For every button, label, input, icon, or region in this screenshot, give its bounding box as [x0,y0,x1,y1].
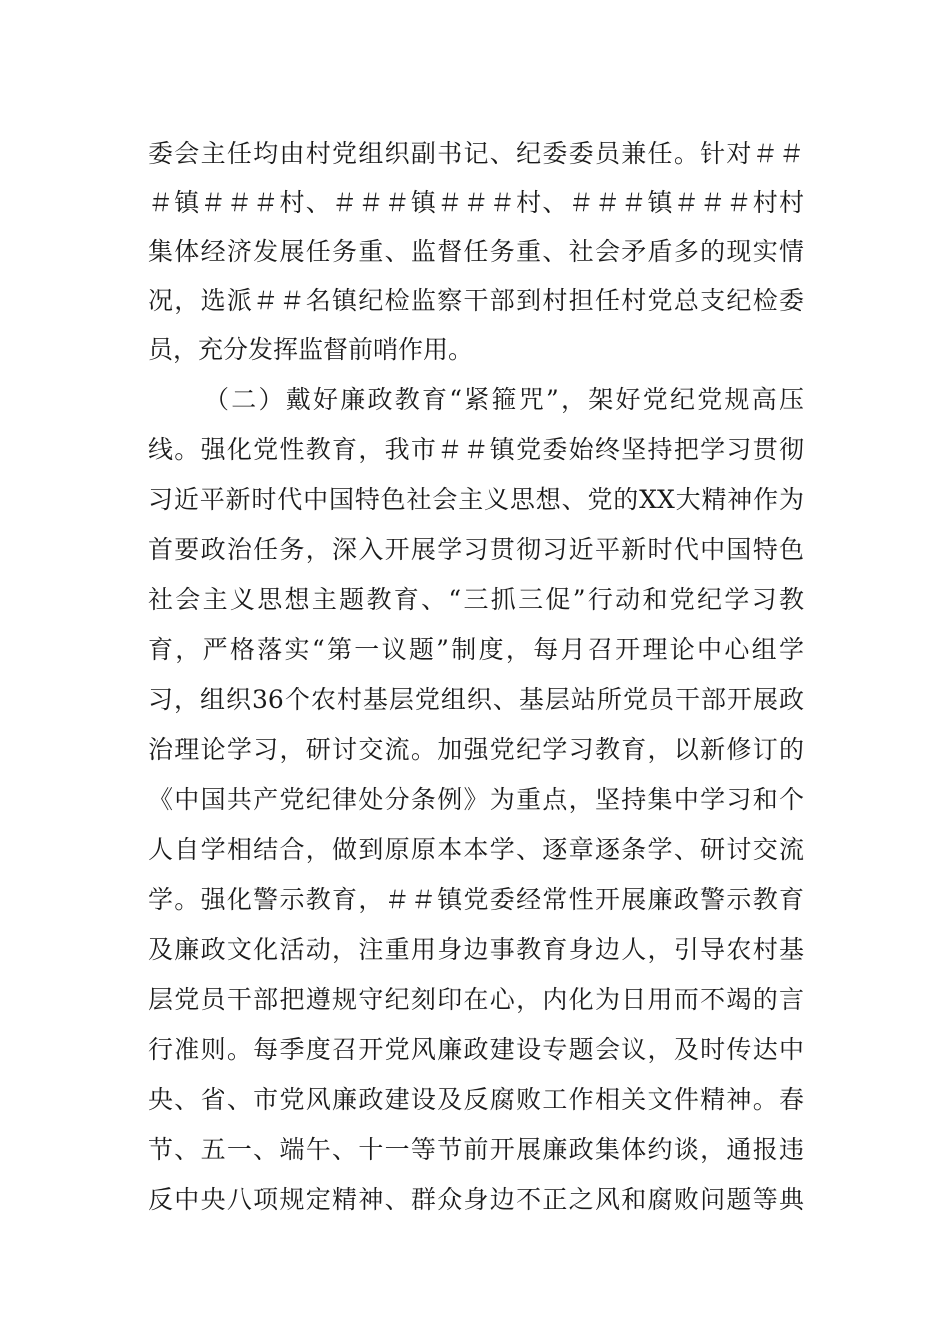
text-line: 学。强化警示教育，＃＃镇党委经常性开展廉政警示教育 [148,885,804,914]
text-line: 治理论学习，研讨交流。加强党纪学习教育，以新修订的 [148,735,804,764]
text-line: 育，严格落实“第一议题”制度，每月召开理论中心组学 [148,635,804,664]
text-line: 线。强化党性教育，我市＃＃镇党委始终坚持把学习贯彻 [148,435,804,464]
text-line: 层党员干部把遵规守纪刻印在心，内化为日用而不竭的言 [148,985,804,1014]
text-line: 人自学相结合，做到原原本本学、逐章逐条学、研讨交流 [148,835,804,864]
text-line: 委会主任均由村党组织副书记、纪委委员兼任。针对＃＃ [148,139,804,168]
text-line: 行准则。每季度召开党风廉政建设专题会议，及时传达中 [148,1035,804,1064]
text-line: 习近平新时代中国特色社会主义思想、党的XX大精神作为 [148,485,804,514]
text-line: 习，组织36个农村基层党组织、基层站所党员干部开展政 [148,685,804,714]
text-line: 央、省、市党风廉政建设及反腐败工作相关文件精神。春 [148,1085,804,1114]
text-line: 集体经济发展任务重、监督任务重、社会矛盾多的现实情 [148,237,804,266]
text-line: 节、五一、端午、十一等节前开展廉政集体约谈，通报违 [148,1135,804,1164]
text-line: 首要政治任务，深入开展学习贯彻习近平新时代中国特色 [148,535,804,564]
text-line: 及廉政文化活动，注重用身边事教育身边人，引导农村基 [148,935,804,964]
text-line: 反中央八项规定精神、群众身边不正之风和腐败问题等典 [148,1185,804,1214]
section-heading-line: （二）戴好廉政教育“紧箍咒”，架好党纪党规高压 [204,385,804,414]
text-line: 社会主义思想主题教育、“三抓三促”行动和党纪学习教 [148,585,804,614]
text-line: 况，选派＃＃名镇纪检监察干部到村担任村党总支纪检委 [148,286,804,315]
text-line: ＃镇＃＃＃村、＃＃＃镇＃＃＃村、＃＃＃镇＃＃＃村村 [148,188,804,217]
text-line: 《中国共产党纪律处分条例》为重点，坚持集中学习和个 [148,785,804,814]
text-line: 员，充分发挥监督前哨作用。 [148,335,474,364]
